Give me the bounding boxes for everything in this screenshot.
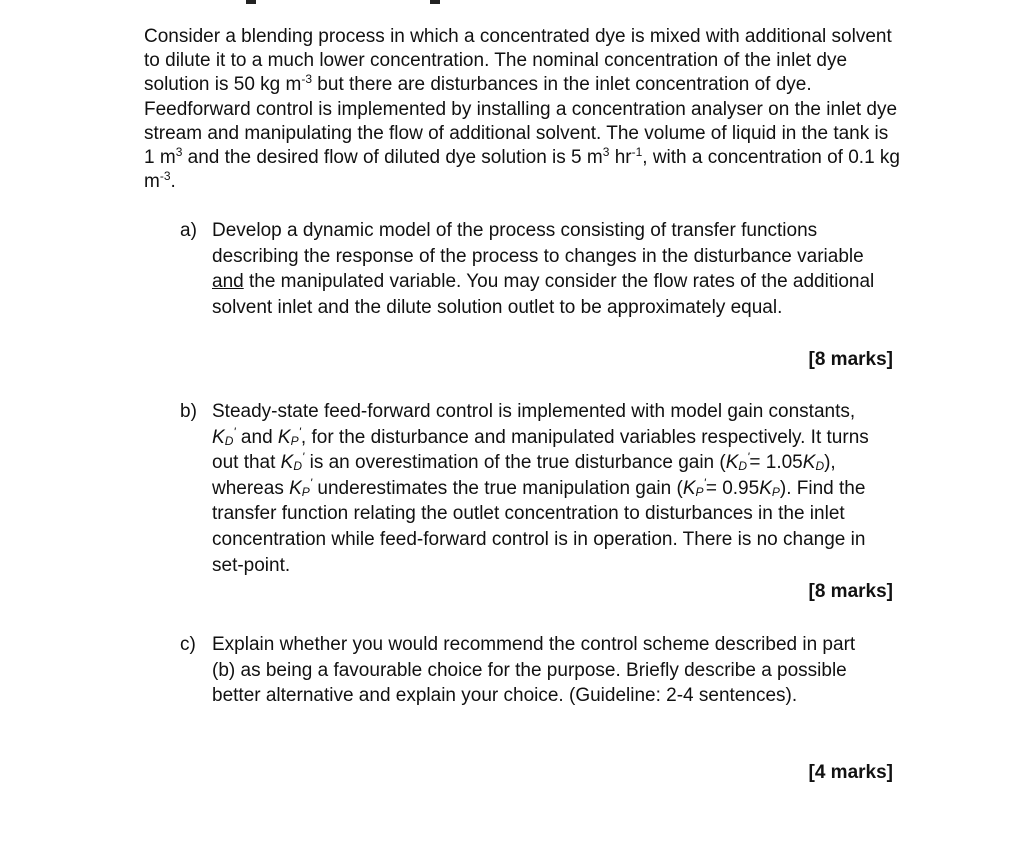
part-b-label: b) xyxy=(180,401,197,422)
part-b-text: Steady-state feed-forward control is implemented with model gain constants, $K_D'$ and $K_P'$, for the disturbance and manipulated variables respectively. It turns out that $K_D'$ is an overestimation of the true disturbance gain $(K_D'= 1.05K_D)$, whereas $K_P'$ underestimates the true manipulation gain $(K_P'= 0.95K_P)$. Find the transfer function relating the outlet concentration to disturbances in the inlet concentration while feed-forward control is in operation. There is no change in set-point. xyxy=(212,401,869,576)
part-c-text: Explain whether you would recommend the control scheme described in part (b) as being a favourable choice for the purpose. Briefly describe a possible better alternative and explain your choice. (Guideline: 2-4 sentences). xyxy=(212,634,856,707)
part-a-label: a) xyxy=(180,220,197,241)
part-a-text: Develop a dynamic model of the process consisting of transfer functions describing the response of the process to changes in the disturbance variable and the manipulated variable. You may consider the flow rates of the additional solvent inlet and the dilute solution outlet to be approximately equal. xyxy=(212,220,875,318)
part-c-label: c) xyxy=(180,634,196,655)
part-b-marks: [8 marks] xyxy=(808,581,893,602)
top-edge-marks xyxy=(0,0,1024,8)
part-c-marks: [4 marks] xyxy=(808,762,893,783)
part-a-marks: [8 marks] xyxy=(808,349,893,370)
problem-intro: Consider a blending process in which a concentrated dye is mixed with additional solvent to dilute it to a much lower concentration. The nominal concentration of the inlet dye solution is 50 kg $m^{-3}$ but there are disturbances in the inlet concentration of dye. Feedforward control is implemented by installing a concentration analyser on the inlet dye stream and manipulating the flow of additional solvent. The volume of liquid in the tank is 1 $m^3$ and the desired flow of diluted dye solution is 5 $m^3$ $hr^{-1}$, with a concentration of 0.1 kg $m^{-3}$. xyxy=(144,26,900,193)
